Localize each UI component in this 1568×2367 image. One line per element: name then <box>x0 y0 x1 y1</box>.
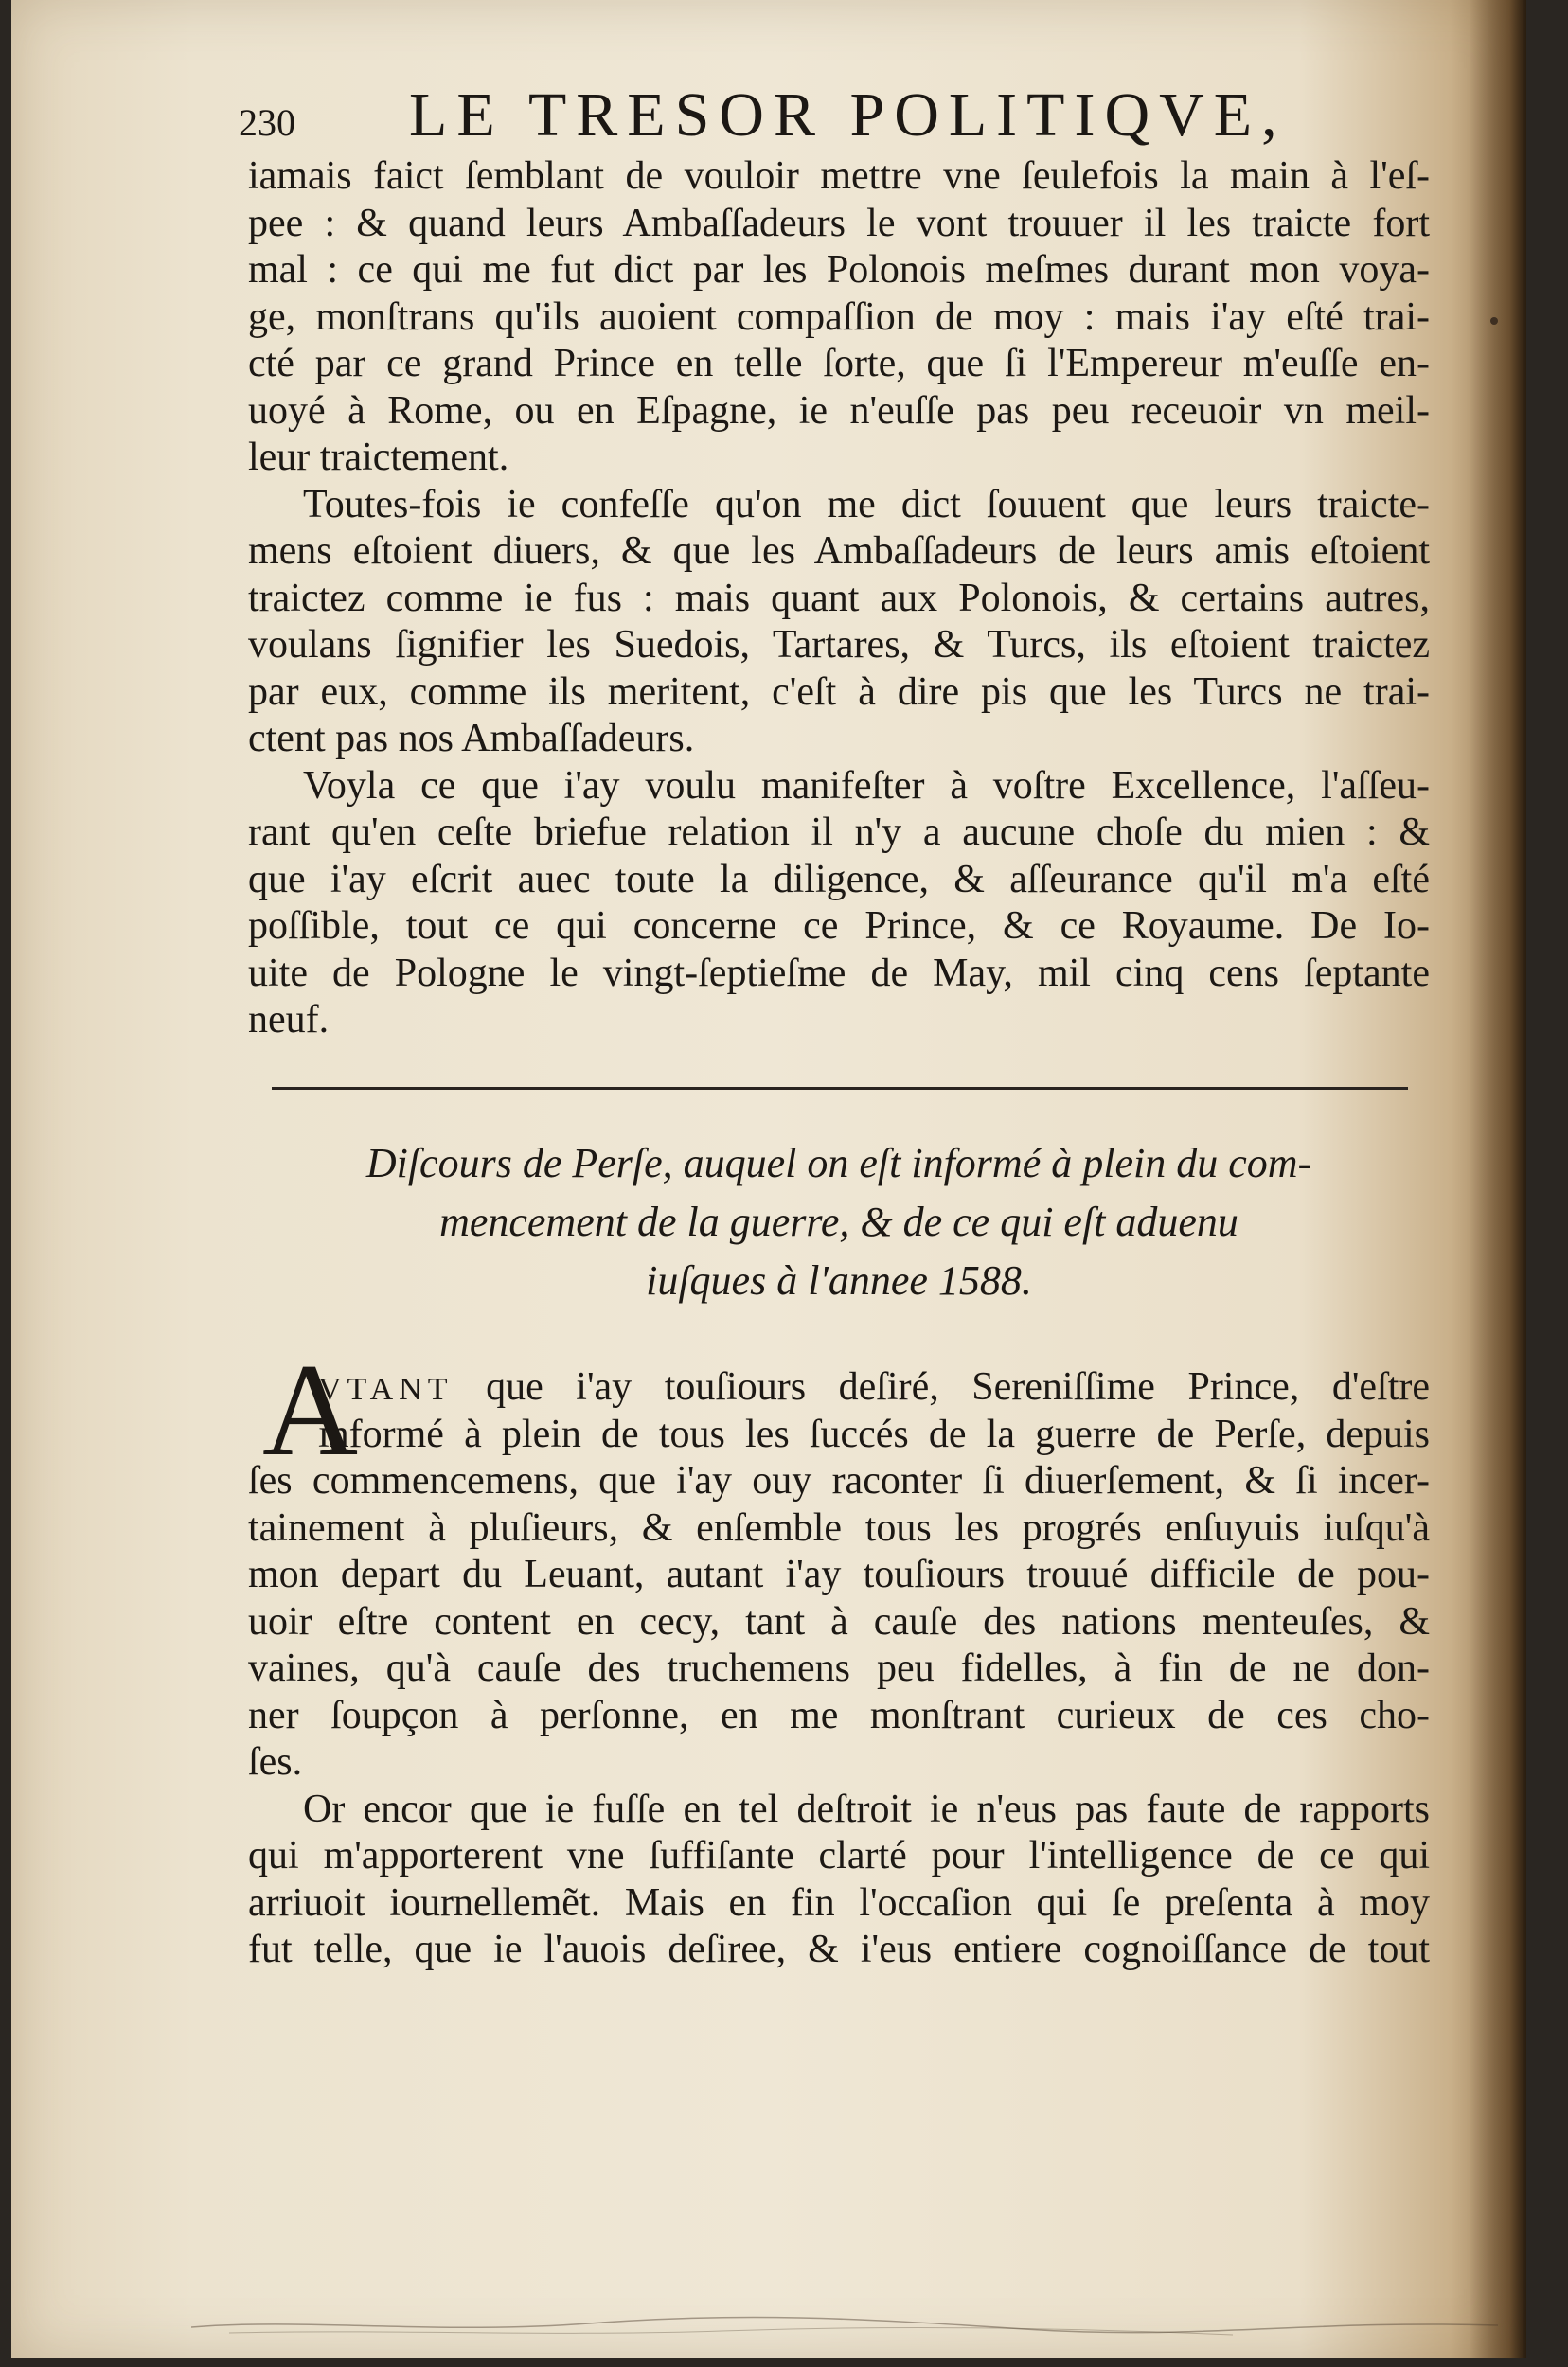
text-line: cté par ce grand Prince en telle ſorte, que ſi l'Empereur m'euſſe en- <box>248 342 1430 385</box>
opening-word-small-caps: VTANT <box>318 1372 454 1407</box>
section-title-line: iuſques à l'annee 1588. <box>646 1257 1032 1304</box>
text-line: pee : & quand leurs Ambaſſadeurs le vont trouuer il les traicte fort <box>248 201 1430 245</box>
text-line: Toutes-fois ie confeſſe qu'on me dict ſouuent que leurs traicte- <box>303 482 1430 526</box>
page-number: 230 <box>239 101 295 144</box>
text-line: qui m'apporterent vne ſuffiſante clarté pour l'intelligence de ce qui <box>248 1834 1430 1878</box>
text-line: rant qu'en ceſte briefue relation il n'y a aucune choſe du mien : & <box>248 810 1430 854</box>
opening-line-text: que i'ay touſiours deſiré, Sereniſſime Prince, d'eſtre <box>486 1365 1431 1409</box>
section-title <box>248 1134 1430 1310</box>
text-line: iamais faict ſemblant de vouloir mettre vne ſeulefois la main à l'eſ- <box>248 154 1430 198</box>
text-line <box>248 1364 1430 1412</box>
bottom-edge-marks <box>191 2310 1498 2339</box>
book-page <box>11 0 1526 2358</box>
text-line: mens eſtoient diuers, & que les Ambaſſadeurs de leurs amis eſtoient <box>248 529 1430 573</box>
text-line: leur traictement. <box>248 436 509 479</box>
section-divider <box>272 1087 1408 1090</box>
text-line: ge, monſtrans qu'ils auoient compaſſion de moy : mais i'ay eſté trai- <box>248 294 1430 339</box>
text-line: uoir eſtre content en cecy, tant à cauſe des nations menteuſes, & <box>248 1599 1430 1644</box>
drop-cap: A <box>262 1337 359 1484</box>
section-title-line: Diſcours de Perſe, auquel on eſt informé à plein du com- <box>365 1140 1312 1186</box>
text-line: que i'ay eſcrit auec toute la diligence, & aſſeurance qu'il m'a eſté <box>248 857 1430 901</box>
text-line: mal : ce qui me fut dict par les Polonois meſmes durant mon voya- <box>248 248 1430 292</box>
running-title: LE TRESOR POLITIQVE, <box>409 80 1287 150</box>
text-line: traictez comme ie fus : mais quant aux Polonois, & certains autres, <box>248 576 1430 620</box>
text-line: Voyla ce que i'ay voulu manifeſter à voſtre Excellence, l'aſſeu- <box>303 763 1430 808</box>
text-line: ſes. <box>248 1740 303 1784</box>
running-head <box>239 74 1299 150</box>
text-line: tainement à pluſieurs, & enſemble tous les progrés enſuyuis iuſqu'à <box>248 1505 1430 1550</box>
text-line: Or encor que ie fuſſe en tel deſtroit ie n'eus pas faute de rapports <box>303 1787 1430 1831</box>
text-line: par eux, comme ils meritent, c'eſt à dire pis que les Turcs ne trai- <box>248 669 1430 714</box>
text-line: arriuoit iournellemẽt. Mais en fin l'occaſion qui ſe preſenta à moy <box>248 1880 1430 1925</box>
discourse-text-block <box>248 1364 1430 1974</box>
text-line: informé à plein de tous les ſuccés de la guerre de Perſe, depuis <box>318 1412 1430 1456</box>
text-line: poſſible, tout ce qui concerne ce Prince, & ce Royaume. De Io- <box>248 904 1430 948</box>
text-line: ſes commencemens, que i'ay ouy raconter ſi diuerſement, & ſi incer- <box>248 1459 1430 1503</box>
text-line: ner ſoupçon à perſonne, en me monſtrant curieux de ces cho- <box>248 1693 1430 1737</box>
text-line: uoyé à Rome, ou en Eſpagne, ie n'euſſe pas peu receuoir vn meil- <box>248 388 1430 433</box>
text-line: mon depart du Leuant, autant i'ay touſiours trouué difficile de pou- <box>248 1553 1430 1596</box>
margin-dot <box>1490 317 1498 325</box>
text-line: voulans ſignifier les Suedois, Tartares, & Turcs, ils eſtoient traictez <box>248 623 1430 667</box>
text-line: vaines, qu'à cauſe des truchemens peu fidelles, à fin de ne don- <box>248 1646 1430 1690</box>
text-line: uite de Pologne le vingt-ſeptieſme de May, mil cinq cens ſeptante <box>248 951 1430 995</box>
closing-text-block <box>248 153 1430 1044</box>
text-line: ctent pas nos Ambaſſadeurs. <box>248 717 695 760</box>
text-line: fut telle, que ie l'auois deſiree, & i'eus entiere cognoiſſance de tout <box>248 1928 1430 1971</box>
text-line: neuf. <box>248 998 330 1041</box>
section-title-line: mencement de la guerre, & de ce qui eſt aduenu <box>439 1199 1238 1245</box>
